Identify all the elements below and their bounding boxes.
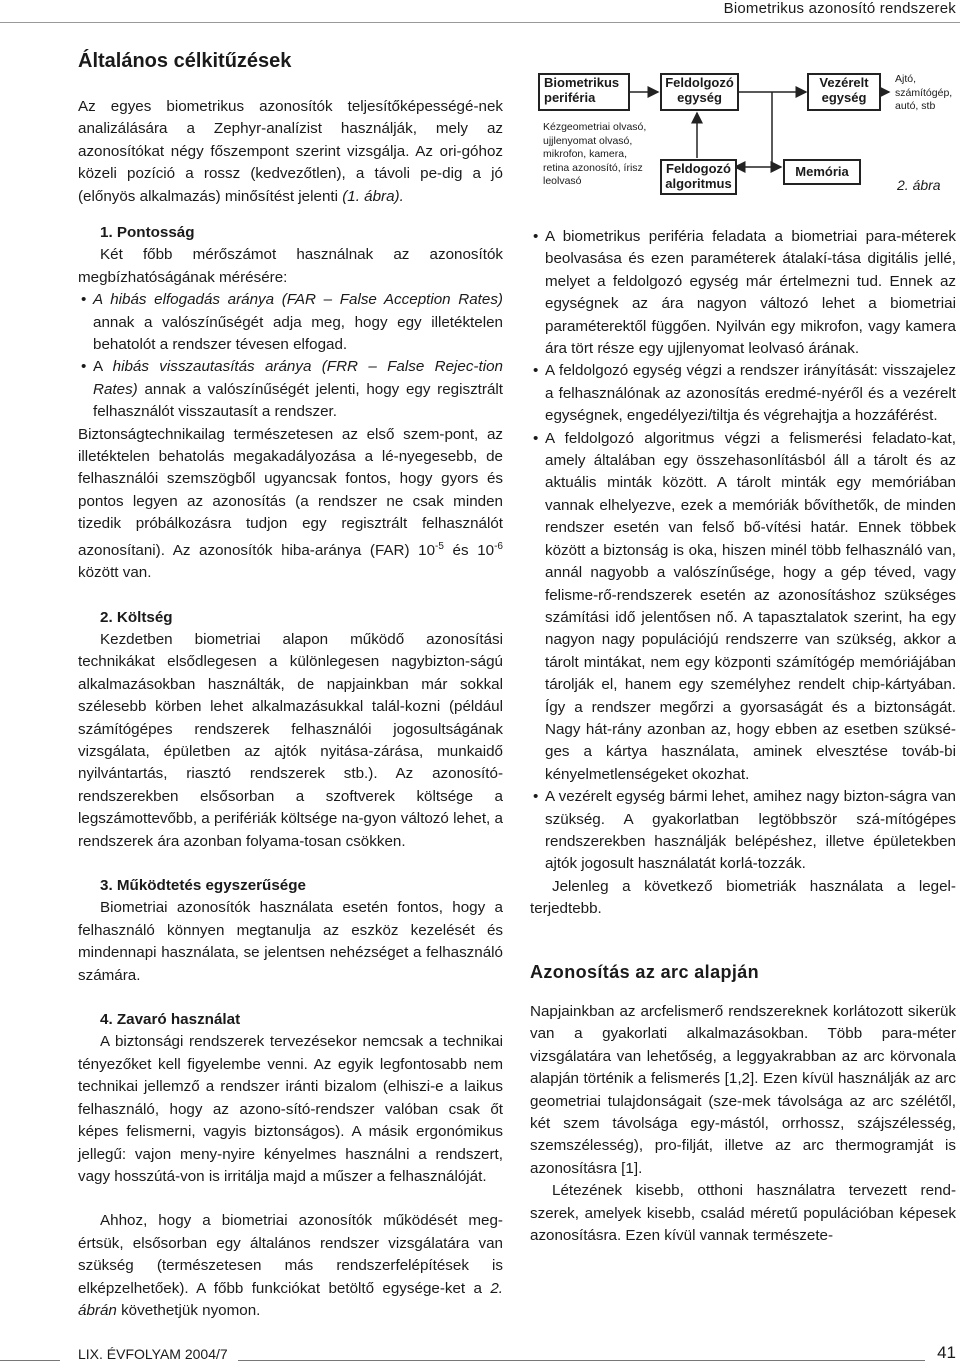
heading-ease-of-use: 3. Működtetés egyszerűsége: [100, 877, 306, 895]
section-title: Általános célkitűzések: [78, 50, 292, 72]
accuracy-intro: Két főbb mérőszámot használnak az azonosítók megbízhatóságának mérésére:: [78, 246, 503, 286]
figure-ref: (1. ábra).: [342, 187, 404, 205]
footer-rule: [238, 1360, 925, 1361]
right-column: [530, 226, 956, 1247]
face-section-title: Azonosítás az arc alapján: [530, 961, 760, 982]
intro-block: [78, 96, 503, 208]
accuracy-paragraph: Biztonságtechnikailag természetesen az első szem-pont, az illetéktelen behatolás megakadályozása a lé-nyegesebb, de felhasználói szemszögből ugyancsak fontos, hogy gyors és pontos legyen az azonosítás (a rendszer ne csak minden tizedik próbálkozásra tudjon egy regisztrált felhasználót azonosítani). Az azonosítók hiba-aránya (FAR) $10^{-5}$ és $10^{-6}$ között van.: [78, 425, 503, 582]
face-paragraph-1: Napjainkban az arcfelismerő rendszereknek korlátozott sikerük van a gyakorlati alkalmazásokban. Több para-méter vizsgálatára van lehetőség, a leggyakrabban az arc körvonala alapján történik a felismerés [1,2]. Ezen kívül használják az arc geometriai tulajdonságait (sze-mek távolsága az arc szélétől, két szem távolsága egy-mástól, orrhossz, szájszélesség, szemszélesség), pro-filját, illetve az arc thermogramját is azonosításra [1].: [530, 1003, 956, 1177]
list-item-controlled-unit: • A vezérelt egység bármi lehet, amihez nagy bizton-ságra van szükség. A gyakorlatban legtöbbször szá-mítógépes rendszerekben használják belépéshez, illetve épületekben ajtók jogosult használatát korlá-tozzák.: [530, 786, 956, 876]
list-item-algorithm: • A feldolgozó algoritmus végzi a felismerési feladato-kat, amely általában egy összehasonlításból áll a tárolt és az aktuális minták között. A tárolt minták egy memóriában vannak elhelyezve, ezek a memóriák bővíthetők, de minden rendszer esetén van felső bő-vítési határ. Ennek többek között a biztonság is oka, hiszen minél több felhasználó van, annál nagyobb a valószínűsége, hogy a gép téved, vagy felisme-rő-rendszerek esetén az azonosításhoz szükséges számítási idő jelentősen nő. A tapasztalatok szerint, ha egy nagyon nagy populációjú rendszerre van szükség, akkor a tárolt mintákat, nem egy központi számítógép memóriájában tárolják el, hanem egy személyhez rendelt chip-kártyában. Így a rendszer megőrzi a gyorsaságát és a biztonságát. Nagy hát-rány azonban az, hogy ebben az esetben szüksé-ges a kártya használata, aminek elvesztése továb-bi kényelmetlenségeket okozhat.: [530, 428, 956, 787]
list-item-peripheral: • A biometrikus periféria feladata a biometriai para-méterek beolvasása és ezen paraméterek átalakí-tása digitális jellé, melyet a feldolgozó egység már értelmezni tud. Ennek az egységnek az ára nagyon változó lehet a biometriai paraméterektől függően. Nyilván egy mikrofon, vagy kamera ára tört része egy ujjlenyomat leolvasó árának.: [530, 226, 956, 360]
cost-paragraph: Kezdetben biometriai alapon működő azonosítási technikákat elsődlegesen a különlegesen nagybizton-ságú alkalmazásokban használták, de napjainkban már sokkal szélesebb körben lehet alkalmazásukkal talál-kozni (például számítógépes rendszerek felhasználói jogosultságának vizsgálata, épületben az ajtók nyitása-zárása, munkaidő nyilvántartás, riasztó rendszerek stb.). Az azonosító-rendszerekben elsősorban a szoftverek költsége a legszámottevőbb, a perifériák költsége na-gyon változó lehet, a rendszerek ára azonban folyama-tosan csökken.: [78, 630, 503, 850]
system-paragraph: Ahhoz, hogy a biometriai azonosítók működését meg-értsük, elsősorban egy általános rendszer vizsgálatára van szükség (természetesen más rendszerfelépítések is elképzelhetőek). A főbb funkciókat betöltő egysége-ket a 2. ábrán követhetjük nyomon.: [78, 1212, 503, 1319]
footer-rule-left: [0, 1360, 60, 1361]
list-item-processing-unit: • A feldolgozó egység végzi a rendszer irányítását: visszajelez a felhasználónak az azonosítás eredmé-nyéről és a vezérelt egységnek, engedélyezi/tiltja és végrehajtja a hozzáférést.: [530, 360, 956, 427]
biometrics-intro: Jelenleg a következő biometriák használata a legel-terjedtebb.: [530, 877, 956, 918]
heading-accuracy: 1. Pontosság: [100, 224, 195, 241]
figure-caption: 2. ábra: [897, 177, 941, 193]
heading-intrusiveness: 4. Zavaró használat: [100, 1011, 241, 1029]
note-controlled-targets: Ajtó, számítógép, autó, stb: [895, 73, 953, 112]
note-peripheral-devices: Kézgeometriai olvasó, ujjlenyomat olvasó, mikrofon, kamera, retina azonosító, írisz leolvasó: [543, 121, 647, 187]
ease-paragraph: Biometriai azonosítók használata esetén fontos, hogy a felhasználó könnyen megtanulja az eszköz kezelését és mindennapi használata, se jelentsen nehézséget a felhasználó számára.: [78, 899, 503, 984]
box-processing-unit: Feldolgozó egység: [660, 73, 739, 111]
list-item-frr: • A hibás visszautasítás aránya (FRR – False Rejec-tion Rates) annak a valószínűségét jelenti, hogy egy regisztrált felhasználót visszautasít a rendszer.: [78, 356, 503, 423]
box-processing-algorithm: Feldogozó algoritmus: [660, 159, 737, 195]
running-header: Biometrikus azonosító rendszerek: [723, 0, 956, 17]
intro-paragraph: Az egyes biometrikus azonosítók teljesítőképességé-nek analizálására a Zephyr-analízist használják, mely az azonosítókat négy főszempont szerint vizsgálja. Az ori-góhoz közeli pozíció a rossz (kedvezőtlen), a távoli pe-dig a jó (előnyös alkalmazás) minősítést jelenti (1. ábra).: [78, 98, 503, 205]
intrusiveness-paragraph: A biztonsági rendszerek tervezésekor nemcsak a technikai tényezőket kell figyelembe venni. Az egyik legfontosabb nem technikai jellemző a rendszer iránti bizalom (elhiszi-e a laikus felhasználó, hogy az azono-sító-rendszer valóban csak őt képes felismerni, vagyis biztonságos). A másik ergonómikus jellegű: vajon meny-nyire kényelmes használni a rendszert, vagy hosszútá-von is irritálja majd a műszer a felhasználóját.: [78, 1033, 503, 1185]
list-item-far: • A hibás elfogadás aránya (FAR – False Acception Rates) annak a valószínűségét adja meg, hogy egy illetéktelen behatolót a rendszer tévesen elfogad.: [78, 289, 503, 356]
system-diagram: [525, 55, 955, 205]
left-column: [78, 222, 503, 1322]
accuracy-list: [78, 289, 503, 423]
journal-issue: LIX. ÉVFOLYAM 2004/7: [78, 1346, 228, 1362]
box-memory: Memória: [783, 159, 861, 185]
face-paragraph-2: Létezének kisebb, otthoni használatra tervezett rend-szerek, amelyek kisebb, család méretű populációban képesek azonosításra. Ezen kívül vannak természete-: [530, 1182, 956, 1245]
page-number: 41: [937, 1343, 956, 1362]
box-biometric-peripheral: Biometrikus periféria: [538, 73, 630, 111]
heading-cost: 2. Költség: [100, 608, 173, 626]
box-controlled-unit: Vezérelt egység: [807, 73, 881, 111]
component-list: [530, 226, 956, 876]
header-rule: [0, 22, 960, 23]
